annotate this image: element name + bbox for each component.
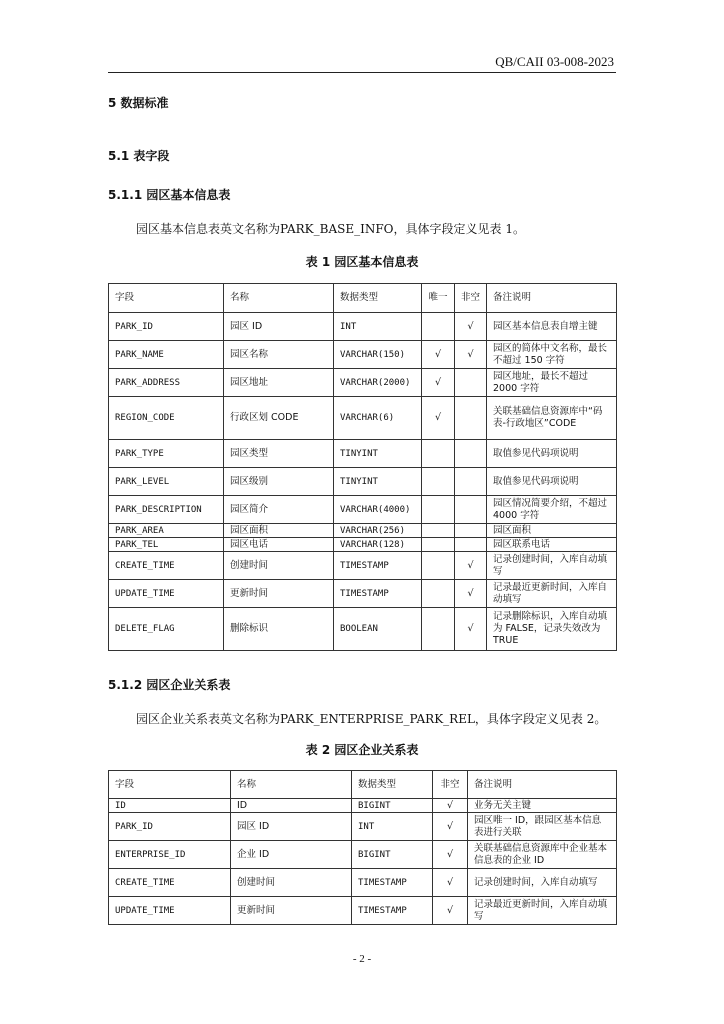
- table-row: [109, 468, 617, 496]
- cell-name: 删除标识: [224, 608, 334, 651]
- cell-field: PARK_TYPE: [109, 440, 224, 468]
- cell-remark: 记录最近更新时间，入库自动填写: [468, 897, 617, 925]
- cell-data-type: VARCHAR(128): [334, 538, 422, 552]
- cell-name: 更新时间: [231, 897, 352, 925]
- table-row: [109, 496, 617, 524]
- table-row: [109, 608, 617, 651]
- cell-remark: 园区地址，最长不超过 2000 字符: [487, 369, 617, 397]
- cell-field: REGION_CODE: [109, 397, 224, 440]
- cell-unique: [422, 468, 455, 496]
- park-enterprise-rel-table: [108, 770, 617, 925]
- cell-remark: 记录创建时间，入库自动填写: [487, 552, 617, 580]
- cell-not-null: √: [433, 869, 468, 897]
- header-cell-name: 名称: [231, 771, 352, 799]
- table-row: [109, 552, 617, 580]
- cell-data-type: BIGINT: [352, 799, 433, 813]
- cell-data-type: BOOLEAN: [334, 608, 422, 651]
- cell-name: 园区 ID: [224, 313, 334, 341]
- cell-remark: 园区联系电话: [487, 538, 617, 552]
- table-row: [109, 841, 617, 869]
- cell-name: 创建时间: [224, 552, 334, 580]
- cell-remark: 关联基础信息资源库中企业基本信息表的企业 ID: [468, 841, 617, 869]
- cell-name: 园区地址: [224, 369, 334, 397]
- cell-field: PARK_ADDRESS: [109, 369, 224, 397]
- cell-data-type: BIGINT: [352, 841, 433, 869]
- page-number: - 2 -: [352, 953, 372, 965]
- cell-not-null: √: [433, 897, 468, 925]
- cell-data-type: VARCHAR(2000): [334, 369, 422, 397]
- cell-not-null: √: [433, 841, 468, 869]
- header-rule: [108, 72, 616, 73]
- cell-data-type: VARCHAR(150): [334, 341, 422, 369]
- cell-remark: 记录创建时间，入库自动填写: [468, 869, 617, 897]
- header-cell-not-null: 非空: [455, 284, 487, 313]
- header-cell-field: 字段: [109, 284, 224, 313]
- cell-name: 园区 ID: [231, 813, 352, 841]
- header-cell-data-type: 数据类型: [334, 284, 422, 313]
- table-row: [109, 799, 617, 813]
- cell-data-type: VARCHAR(6): [334, 397, 422, 440]
- cell-not-null: [455, 538, 487, 552]
- table-row: [109, 813, 617, 841]
- cell-name: 园区级别: [224, 468, 334, 496]
- cell-remark: 园区面积: [487, 524, 617, 538]
- cell-field: DELETE_FLAG: [109, 608, 224, 651]
- table2-caption: 表 2 园区企业关系表: [305, 743, 419, 757]
- cell-not-null: √: [455, 608, 487, 651]
- cell-not-null: [455, 524, 487, 538]
- header-cell-not-null: 非空: [433, 771, 468, 799]
- header-cell-remark: 备注说明: [487, 284, 617, 313]
- cell-field: UPDATE_TIME: [109, 897, 231, 925]
- cell-field: PARK_DESCRIPTION: [109, 496, 224, 524]
- cell-field: PARK_NAME: [109, 341, 224, 369]
- paragraph-table2-intro: 园区企业关系表英文名称为PARK_ENTERPRISE_PARK_REL，具体字段定义见表 2。: [136, 712, 607, 726]
- table-row: [109, 869, 617, 897]
- cell-field: ENTERPRISE_ID: [109, 841, 231, 869]
- cell-data-type: VARCHAR(256): [334, 524, 422, 538]
- header-cell-name: 名称: [224, 284, 334, 313]
- cell-name: 企业 ID: [231, 841, 352, 869]
- cell-unique: √: [422, 397, 455, 440]
- table-row: [109, 397, 617, 440]
- cell-unique: √: [422, 341, 455, 369]
- cell-field: ID: [109, 799, 231, 813]
- cell-data-type: INT: [334, 313, 422, 341]
- cell-remark: 园区基本信息表自增主键: [487, 313, 617, 341]
- cell-not-null: [455, 468, 487, 496]
- cell-remark: 园区情况简要介绍，不超过 4000 字符: [487, 496, 617, 524]
- cell-name: ID: [231, 799, 352, 813]
- header-cell-field: 字段: [109, 771, 231, 799]
- table-row: [109, 369, 617, 397]
- cell-remark: 园区唯一 ID，跟园区基本信息表进行关联: [468, 813, 617, 841]
- table-row: [109, 580, 617, 608]
- cell-field: UPDATE_TIME: [109, 580, 224, 608]
- header-cell-unique: 唯一: [422, 284, 455, 313]
- cell-name: 园区电话: [224, 538, 334, 552]
- table-row: [109, 341, 617, 369]
- cell-remark: 取值参见代码项说明: [487, 440, 617, 468]
- section-heading-5-1-2: 5.1.2 园区企业关系表: [108, 678, 231, 692]
- cell-field: CREATE_TIME: [109, 552, 224, 580]
- cell-field: PARK_TEL: [109, 538, 224, 552]
- cell-name: 园区简介: [224, 496, 334, 524]
- cell-not-null: [455, 440, 487, 468]
- header-cell-remark: 备注说明: [468, 771, 617, 799]
- document-code: QB/CAII 03-008-2023: [495, 54, 614, 69]
- cell-name: 园区名称: [224, 341, 334, 369]
- cell-not-null: √: [433, 813, 468, 841]
- cell-field: CREATE_TIME: [109, 869, 231, 897]
- cell-remark: 记录最近更新时间，入库自动填写: [487, 580, 617, 608]
- cell-field: PARK_ID: [109, 813, 231, 841]
- cell-name: 更新时间: [224, 580, 334, 608]
- cell-name: 园区面积: [224, 524, 334, 538]
- table-row: [109, 313, 617, 341]
- header-cell-data-type: 数据类型: [352, 771, 433, 799]
- cell-data-type: VARCHAR(4000): [334, 496, 422, 524]
- table-header-row: [109, 284, 617, 313]
- cell-not-null: √: [455, 580, 487, 608]
- cell-remark: 记录删除标识，入库自动填为 FALSE，记录失效改为 TRUE: [487, 608, 617, 651]
- cell-unique: [422, 552, 455, 580]
- cell-data-type: TIMESTAMP: [334, 552, 422, 580]
- cell-unique: [422, 580, 455, 608]
- table1-caption: 表 1 园区基本信息表: [305, 255, 419, 269]
- table-row: [109, 440, 617, 468]
- cell-unique: [422, 608, 455, 651]
- cell-not-null: [455, 397, 487, 440]
- paragraph-table1-intro: 园区基本信息表英文名称为PARK_BASE_INFO，具体字段定义见表 1。: [136, 222, 525, 236]
- park-base-info-table: [108, 283, 617, 651]
- cell-unique: [422, 538, 455, 552]
- cell-not-null: √: [455, 341, 487, 369]
- cell-remark: 取值参见代码项说明: [487, 468, 617, 496]
- cell-remark: 业务无关主键: [468, 799, 617, 813]
- cell-data-type: TIMESTAMP: [352, 897, 433, 925]
- section-heading-5-1: 5.1 表字段: [108, 149, 170, 163]
- cell-remark: 关联基础信息资源库中“码表-行政地区”CODE: [487, 397, 617, 440]
- cell-unique: [422, 313, 455, 341]
- cell-not-null: √: [455, 552, 487, 580]
- cell-remark: 园区的简体中文名称，最长不超过 150 字符: [487, 341, 617, 369]
- cell-unique: [422, 524, 455, 538]
- cell-name: 园区类型: [224, 440, 334, 468]
- cell-data-type: INT: [352, 813, 433, 841]
- cell-unique: √: [422, 369, 455, 397]
- table-row: [109, 524, 617, 538]
- cell-not-null: √: [455, 313, 487, 341]
- section-heading-5: 5 数据标准: [108, 96, 169, 110]
- cell-name: 创建时间: [231, 869, 352, 897]
- cell-not-null: √: [433, 799, 468, 813]
- cell-field: PARK_ID: [109, 313, 224, 341]
- cell-field: PARK_LEVEL: [109, 468, 224, 496]
- cell-unique: [422, 496, 455, 524]
- cell-name: 行政区划 CODE: [224, 397, 334, 440]
- cell-not-null: [455, 496, 487, 524]
- cell-data-type: TINYINT: [334, 468, 422, 496]
- table-row: [109, 897, 617, 925]
- cell-data-type: TINYINT: [334, 440, 422, 468]
- cell-data-type: TIMESTAMP: [352, 869, 433, 897]
- table-header-row: [109, 771, 617, 799]
- cell-not-null: [455, 369, 487, 397]
- section-heading-5-1-1: 5.1.1 园区基本信息表: [108, 188, 231, 202]
- cell-data-type: TIMESTAMP: [334, 580, 422, 608]
- cell-field: PARK_AREA: [109, 524, 224, 538]
- table-row: [109, 538, 617, 552]
- cell-unique: [422, 440, 455, 468]
